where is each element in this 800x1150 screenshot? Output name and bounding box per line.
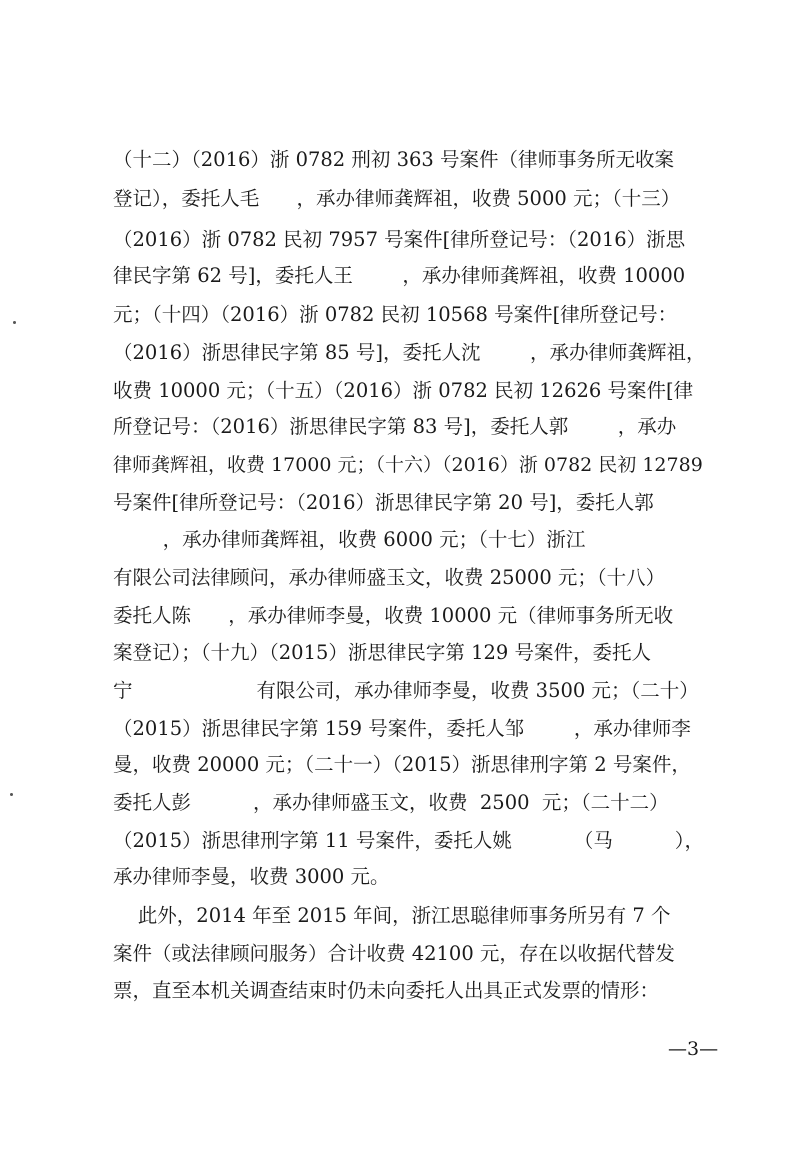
scan-margin-dot [10, 793, 13, 796]
text-line: 此外，2014 年至 2015 年间，浙江思聪律师事务所另有 7 个 [113, 904, 671, 927]
text-line: 宁 有限公司，承办律师李曼，收费 3500 元；（二十） [113, 679, 699, 702]
text-line: ，承办律师龚辉祖，收费 6000 元；（十七）浙江 [113, 528, 586, 551]
text-line: 案件（或法律顾问服务）合计收费 42100 元，存在以收据代替发 [113, 942, 675, 965]
text-line: 票，直至本机关调查结束时仍未向委托人出具正式发票的情形： [113, 979, 660, 1002]
text-line: 号案件[律所登记号：（2016）浙思律民字第 20 号]，委托人郭 [113, 491, 654, 514]
text-line: 委托人彭 ，承办律师盛玉文，收费 2500 元；（二十二） [113, 791, 669, 814]
text-line: 律民字第 62 号]，委托人王 ，承办律师龚辉祖，收费 10000 [113, 264, 686, 287]
text-line: 律师龚辉祖，收费 17000 元；（十六）（2016）浙 0782 民初 12789 [113, 454, 703, 476]
text-line: （十二）（2016）浙 0782 刑初 363 号案件（律师事务所无收案 [113, 148, 675, 171]
text-line: 登记），委托人毛 ，承办律师龚辉祖，收费 5000 元；（十三） [113, 187, 681, 210]
text-line: （2016）浙 0782 民初 7957 号案件[律所登记号：（2016）浙思 [113, 228, 686, 251]
text-line: 承办律师李曼，收费 3000 元。 [113, 865, 390, 888]
text-line: 收费 10000 元；（十五）（2016）浙 0782 民初 12626 号案件[律 [113, 379, 694, 402]
text-line: 曼，收费 20000 元；（二十一）（2015）浙思律刑字第 2 号案件， [113, 753, 691, 776]
text-line: （2015）浙思律民字第 159 号案件，委托人邹 ，承办律师李 [113, 717, 691, 740]
text-line: （2016）浙思律民字第 85 号]，委托人沈 ，承办律师龚辉祖， [113, 341, 706, 364]
text-line: 有限公司法律顾问，承办律师盛玉文，收费 25000 元；（十八） [113, 566, 666, 589]
scan-margin-dot [13, 321, 16, 324]
text-line: 案登记）；（十九）（2015）浙思律民字第 129 号案件，委托人 [113, 641, 651, 664]
text-line: （2015）浙思律刑字第 11 号案件，委托人姚 （马 ）， [113, 829, 705, 852]
text-line: 所登记号：（2016）浙思律民字第 83 号]，委托人郭 ，承办 [113, 415, 677, 438]
text-line: 元；（十四）（2016）浙 0782 民初 10568 号案件[律所登记号： [113, 303, 678, 326]
text-line: 委托人陈 ，承办律师李曼，收费 10000 元（律师事务所无收 [113, 604, 674, 627]
page-number: —3— [668, 1038, 719, 1060]
